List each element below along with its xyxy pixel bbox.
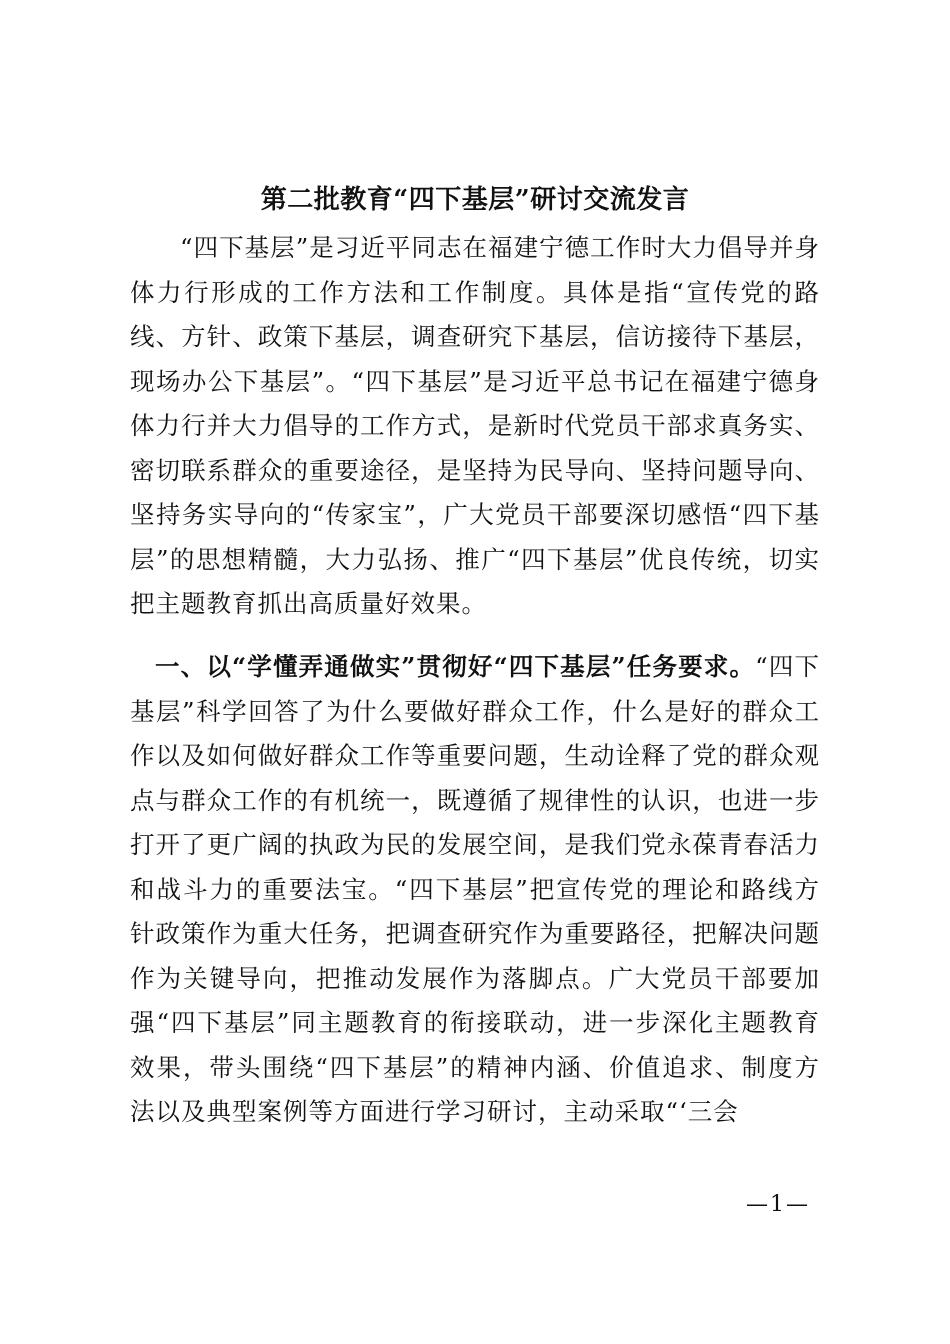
intro-paragraph: “四下基层”是习近平同志在福建宁德工作时大力倡导并身体力行形成的工作方法和工作制度。具体是指“宣传党的路线、方针、政策下基层，调查研究下基层，信访接待下基层，现场办公下基层”。“四下基层”是习近平总书记在福建宁德身体力行并大力倡导的工作方式，是新时代党员干部求真务实、密切联系群众的重要途径，是坚持为民导向、坚持问题导向、坚持务实导向的“传家宝”，广大党员干部要深切感悟“四下基层”的思想精髓，大力弘扬、推广“四下基层”优良传统，切实把主题教育抓出高质量好效果。 bbox=[130, 233, 820, 618]
document-title: 第二批教育“四下基层”研讨交流发言 bbox=[260, 185, 690, 215]
section-1-heading: 一、以“学懂弄通做实”贯彻好“四下基层”任务要求。 bbox=[155, 652, 756, 681]
section-1-text: “四下基层”科学回答了为什么要做好群众工作，什么是好的群众工作以及如何做好群众工作等重要问题，生动诠释了党的群众观点与群众工作的有机统一，既遵循了规律性的认识，也进一步打开了更广阔的执政为民的发展空间，是我们党永葆青春活力和战斗力的重要法宝。“四下基层”把宣传党的理论和路线方针政策作为重大任务，把调查研究作为重要路径，把解决问题作为关键导向，把推动发展作为落脚点。广大党员干部要加强“四下基层”同主题教育的衔接联动，进一步深化主题教育效果，带头围绕“四下基层”的精神内涵、价值追求、制度方法以及典型案例等方面进行学习研讨，主动采取“‘三会 bbox=[130, 652, 820, 1126]
section-1-paragraph bbox=[130, 645, 820, 1135]
page-number: —1— bbox=[746, 1192, 810, 1217]
